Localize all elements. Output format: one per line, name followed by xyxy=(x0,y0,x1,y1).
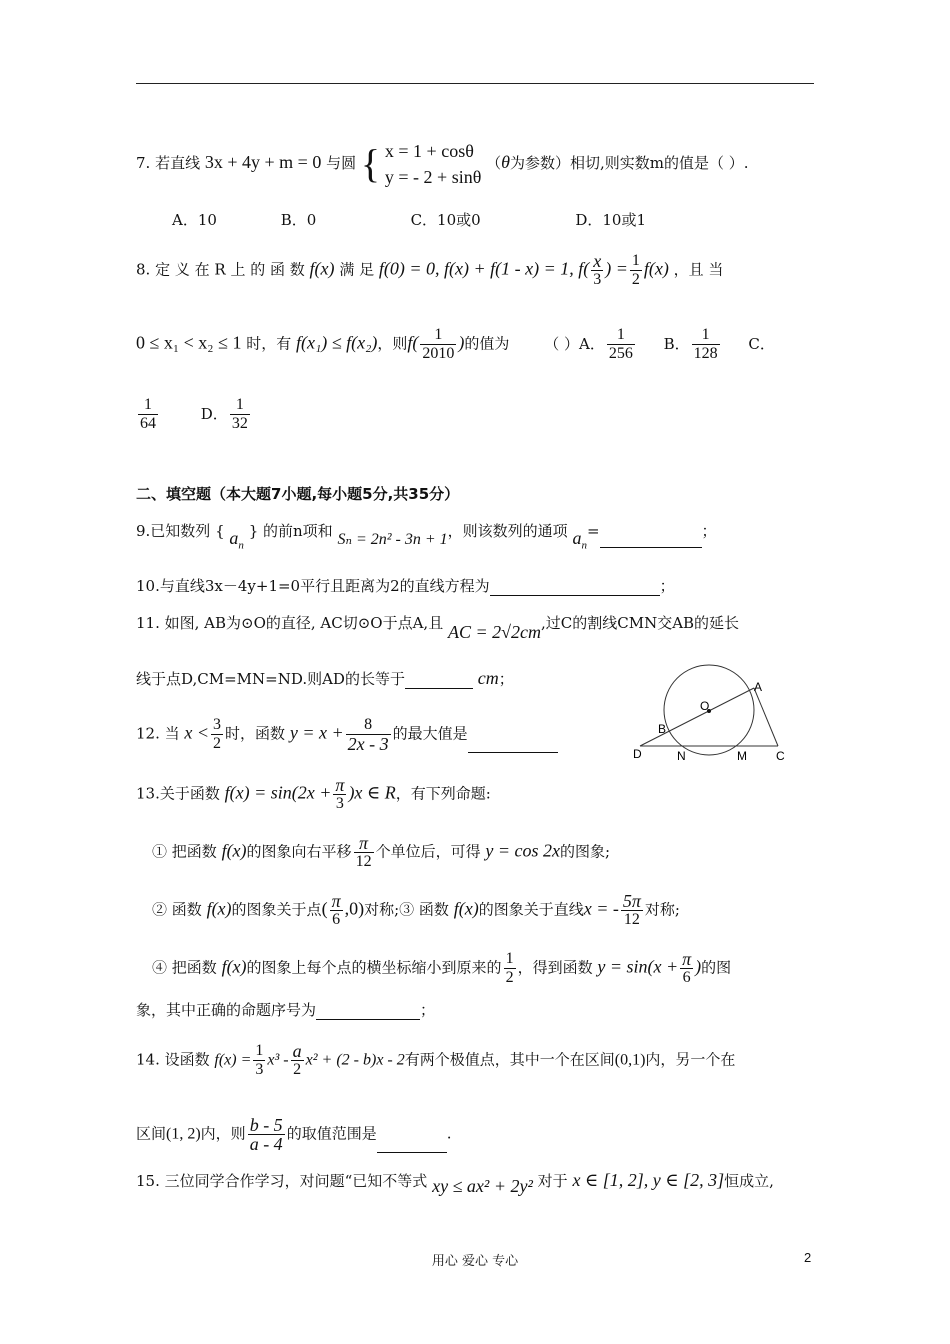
q10-text: 10.与直线3x－4y+1=0平行且距离为2的直线方程为 xyxy=(136,577,490,595)
q11-ac: AC = 2√2cm xyxy=(447,622,541,642)
q13-answer-blank[interactable] xyxy=(316,1019,420,1020)
label-b: B xyxy=(658,722,667,736)
question-9 xyxy=(136,520,717,552)
q7-option-b: B．0 xyxy=(280,211,317,229)
question-8 xyxy=(136,252,723,289)
label-o: O xyxy=(700,699,710,713)
q7-option-c: C．10或0 xyxy=(410,211,481,229)
q8-condition: f(0) = 0, f(x) + f(1 - x) = 1, f( xyxy=(378,258,590,279)
q9-answer-blank[interactable] xyxy=(600,547,702,548)
q14-prefix: 14. 设函数 xyxy=(136,1050,210,1069)
question-11-line2 xyxy=(136,668,514,689)
q11-answer-blank[interactable] xyxy=(405,688,473,689)
page-number: 2 xyxy=(804,1250,812,1265)
q13-tail: ，有下列命题: xyxy=(395,784,491,803)
q11-unit: cm xyxy=(477,668,499,688)
q9-prefix: 9.已知数列 { xyxy=(136,522,225,540)
q8-paren-a: （ ）A． xyxy=(544,334,605,353)
q13-fn-end: )x ∈ R xyxy=(348,782,396,803)
question-7 xyxy=(136,138,749,190)
q13-function: f(x) = sin(2x + xyxy=(224,782,332,803)
q9-end: ； xyxy=(701,522,717,540)
q11-line2: 线于点D,CM=MN=ND.则AD的长等于 xyxy=(136,670,405,688)
q8-c-label: C． xyxy=(748,334,775,353)
q10-answer-blank[interactable] xyxy=(490,595,660,596)
q8-line2-text3: 的值为 xyxy=(464,334,510,353)
q8-b-label: B． xyxy=(663,334,690,353)
header-rule xyxy=(136,83,814,84)
q14-one-third: $\frac{1}{3}$ xyxy=(255,1042,264,1078)
q8-f-close: ) xyxy=(458,332,465,353)
q8-f-frac: $\frac{1}{2010}$ xyxy=(422,326,455,362)
q7-eq1: x = 1 + cosθ xyxy=(384,141,474,161)
q9-tail: ，则该数列的通项 xyxy=(447,522,568,540)
label-c: C xyxy=(776,749,785,763)
label-a: A xyxy=(754,680,763,694)
label-m: M xyxy=(737,749,747,763)
q9-mid: } 的前n项和 xyxy=(248,522,333,540)
q12-prefix: 12. 当 xyxy=(136,724,180,743)
q7-mid: 与圆 xyxy=(326,154,357,172)
q9-an2: $a_n$ xyxy=(572,528,587,552)
q9-eq: = xyxy=(586,522,600,540)
q15-end: 恒成立, xyxy=(724,1172,774,1190)
q13-pi-3: $\frac{\pi}{3}$ xyxy=(335,775,345,812)
q7-suffix: 为参数）相切,则实数m的值是（ ）. xyxy=(509,154,749,172)
q8-fx: f(x) xyxy=(309,258,335,279)
question-14-line2: 区间(1, 2)内，则 $\frac{b - 5}{a - 4}$ 的取值范围是 . xyxy=(136,1115,452,1154)
q13-statement-2-3: ② 函数 f(x)的图象关于点( $\frac{\pi}{6}$ ,0)对称;③ 函数 f(x)的图象关于直线x = - $\frac{5\pi}{12}$ 对称; xyxy=(152,891,680,928)
q9-sn: Sₙ = 2n² - 3n + 1 xyxy=(337,531,448,548)
q15-condition: x ∈ [1, 2], y ∈ [2, 3] xyxy=(572,1170,725,1190)
q10-end: ； xyxy=(659,577,675,595)
q9-an: $a_n$ xyxy=(229,528,244,552)
page-footer: 用心 爱心 专心 xyxy=(431,1254,519,1269)
q13-s4-frac: $\frac{1}{2}$ xyxy=(505,950,514,986)
line-a-c xyxy=(754,688,778,746)
q8-x-over-3: $\frac{x}{3}$ xyxy=(593,251,602,288)
label-n: N xyxy=(677,749,686,763)
q8-cond-eq: ) = xyxy=(605,258,628,279)
q14-ratio: $\frac{b - 5}{a - 4}$ xyxy=(249,1115,283,1154)
q7-parametric-system xyxy=(385,138,481,190)
q12-three-halves: $\frac{3}{2}$ xyxy=(213,716,222,752)
question-8-line2 xyxy=(136,326,775,363)
q13-s4-pi-frac: $\frac{\pi}{6}$ xyxy=(682,949,692,986)
q7-option-d: D．10或1 xyxy=(575,211,647,229)
q11-end: ； xyxy=(498,670,514,688)
q15-inequality: xy ≤ ax² + 2y² xyxy=(432,1176,533,1196)
q8-line2-text2: ，则 xyxy=(377,334,408,353)
question-13 xyxy=(136,776,491,813)
q8-half: $\frac{1}{2}$ xyxy=(631,252,640,288)
q8-option-c: $\frac{1}{64}$ xyxy=(140,396,156,432)
question-12 xyxy=(136,716,558,753)
geometry-figure xyxy=(620,660,800,770)
q8-d-label: D． xyxy=(200,404,228,423)
q8-prefix: 8. 定 义 在 R 上 的 函 数 xyxy=(136,260,305,279)
q14-answer-blank[interactable] xyxy=(377,1152,447,1153)
question-14: 14. 设函数 f(x) = $\frac{1}{3}$ x³ - $\frac{a}{2}$ x² + (2 - b)x - 2有两个极值点，其中一个在区间(0,1)内，另一个在 xyxy=(136,1041,736,1078)
q13-last-line: 象，其中正确的命题序号为 ； xyxy=(136,1001,436,1019)
q8-ineq2: f(x₁) ≤ f(x₂) xyxy=(296,332,378,353)
q8-f-open: f( xyxy=(407,332,419,353)
q11-text2: ,过C的割线CMN交AB的延长 xyxy=(541,614,740,632)
q13-statement-4: ④ 把函数 f(x)的图象上每个点的横坐标缩小到原来的 $\frac{1}{2}$ ，得到函数 y = sin(x + $\frac{\pi}{6}$ )的图 xyxy=(152,949,732,986)
q13-s1-frac: $\frac{\pi}{12}$ xyxy=(355,833,372,870)
brace-icon: { xyxy=(360,141,381,186)
q7-options xyxy=(172,210,646,230)
question-10 xyxy=(136,576,675,596)
q7-param-open: （ xyxy=(486,154,502,172)
q8-satisfy: 满 足 xyxy=(339,260,375,279)
label-d: D xyxy=(633,747,642,761)
line-d-a xyxy=(640,688,754,746)
q8-option-d: $\frac{1}{32}$ xyxy=(231,396,248,432)
q15-prefix: 15. 三位同学合作学习，对问题“已知不等式 xyxy=(136,1172,428,1190)
q7-theta: θ xyxy=(501,152,510,172)
q15-mid: 对于 xyxy=(537,1172,568,1190)
q11-text1: 11. 如图, AB为⊙O的直径, AC切⊙O于点A,且 xyxy=(136,614,444,632)
q8-ineq: 0 ≤ x₁ < x₂ ≤ 1 xyxy=(136,332,242,353)
q13-s2-frac: $\frac{\pi}{6}$ xyxy=(331,891,341,928)
question-11 xyxy=(136,612,740,642)
q13-statement-1: ① 把函数 f(x)的图象向右平移 $\frac{\pi}{12}$ 个单位后，可得 y = cos 2x的图象; xyxy=(152,833,611,870)
q12-cond: x < xyxy=(184,722,210,743)
q13-prefix: 13.关于函数 xyxy=(136,784,220,803)
q12-answer-blank[interactable] xyxy=(468,752,558,753)
q7-line-equation: 3x + 4y + m = 0 xyxy=(204,152,322,172)
q12-mid: 时，函数 xyxy=(225,724,286,743)
q8-option-a: $\frac{1}{256}$ xyxy=(608,326,633,362)
q8-option-b: $\frac{1}{128}$ xyxy=(693,326,718,362)
q7-prefix: 7. 若直线 xyxy=(136,154,201,172)
question-15 xyxy=(136,1170,774,1196)
q13-s3-frac: $\frac{5\pi}{12}$ xyxy=(622,891,641,928)
q7-eq2: y = - 2 + sinθ xyxy=(384,167,482,187)
q12-tail: 的最大值是 xyxy=(392,724,468,743)
q14-a-half: $\frac{a}{2}$ xyxy=(292,1041,302,1078)
q7-option-a: A．10 xyxy=(172,211,217,229)
q12-frac: $\frac{8}{2x - 3}$ xyxy=(347,716,389,754)
q8-tail: ，且 当 xyxy=(673,260,724,279)
question-8-line3 xyxy=(136,396,252,433)
q8-cond-end: f(x) xyxy=(643,258,669,279)
section-heading: 二、填空题（本大题7小题,每小题5分,共35分） xyxy=(136,485,460,503)
q8-line2-text: 时，有 xyxy=(246,334,292,353)
q12-function: y = x + xyxy=(289,722,344,743)
